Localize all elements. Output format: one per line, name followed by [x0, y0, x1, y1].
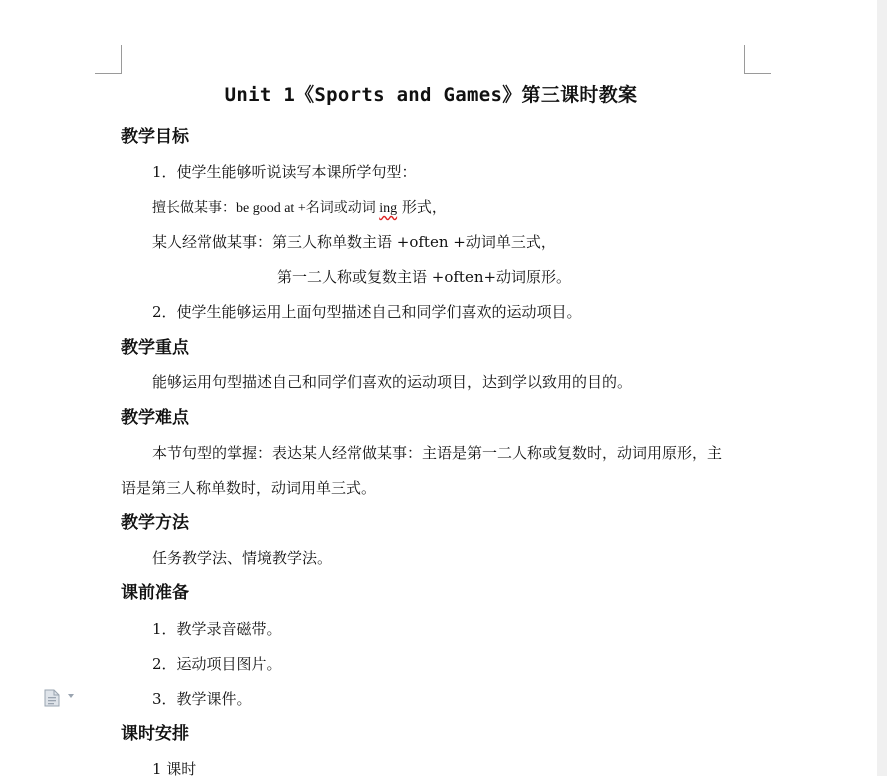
document-title[interactable] [0, 85, 862, 105]
be-good-at-pre: 擅长做某事：be good at +名词或动词 [152, 201, 380, 216]
margin-corner-top-left [95, 45, 122, 74]
margin-corner-top-right [744, 45, 771, 74]
heading-key-points[interactable]: 教学重点 [121, 338, 189, 358]
chevron-down-icon[interactable] [68, 694, 74, 698]
methods-text[interactable]: 任务教学法、情境教学法。 [152, 549, 333, 567]
heading-goals[interactable]: 教学目标 [121, 127, 189, 147]
be-good-at-post: 形式， [397, 198, 447, 216]
heading-difficulties[interactable]: 教学难点 [121, 408, 189, 428]
goals-line-often-third-person[interactable]: 某人经常做某事：第三人称单数主语 +often +动词单三式， [152, 233, 556, 251]
heading-preparation[interactable]: 课前准备 [121, 583, 189, 603]
title-prefix: Unit 1《Sports and Games》 [224, 84, 522, 106]
goals-item-2[interactable]: 2．使学生能够运用上面句型描述自己和同学们喜欢的运动项目。 [152, 303, 582, 321]
title-suffix: 第三课时教案 [521, 84, 638, 106]
key-points-text[interactable]: 能够运用句型描述自己和同学们喜欢的运动项目，达到学以致用的目的。 [152, 373, 633, 391]
goals-line-be-good-at[interactable] [152, 197, 447, 219]
spell-check-word: ing [379, 201, 398, 216]
difficulties-text-line-2[interactable]: 语是第三人称单数时，动词用单三式。 [121, 479, 377, 497]
preparation-item-3[interactable]: 3．教学课件。 [152, 690, 252, 708]
vertical-scrollbar[interactable] [877, 0, 887, 776]
heading-methods[interactable]: 教学方法 [121, 513, 189, 533]
difficulties-text-line-1[interactable]: 本节句型的掌握：表达某人经常做某事：主语是第一二人称或复数时，动词用原形，主 [152, 444, 723, 462]
document-options-icon[interactable] [44, 689, 60, 707]
goals-line-often-first-second[interactable]: 第一二人称或复数主语 +often+动词原形。 [277, 268, 572, 286]
preparation-item-2[interactable]: 2．运动项目图片。 [152, 655, 282, 673]
goals-item-1[interactable]: 1．使学生能够听说读写本课所学句型： [152, 163, 417, 181]
heading-schedule[interactable]: 课时安排 [121, 724, 189, 744]
preparation-item-1[interactable]: 1．教学录音磁带。 [152, 620, 282, 638]
schedule-text[interactable]: 1 课时 [152, 760, 197, 778]
